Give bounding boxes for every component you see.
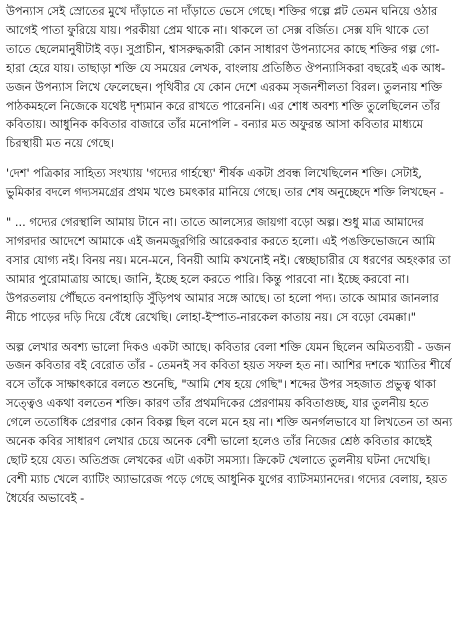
- paragraph-gap: [6, 327, 454, 338]
- paragraph-novel-comparison: উপন্যাস সেই স্রোতের মুখে দাঁড়াতে না দাঁড়াতে ভেসে গেছে। শক্তির গল্পে প্লট তেমন ঘনিয়ে ওঠার আগেই পাতা ফুরিয়ে যায়। পরকীয়া প্রেম থাকে না। থাকলে তা সেক্স বর্জিত। সেক্স যদি থাকে তো তাতে ছেলেমানুষীটাই বড়। সুপ্রাচীন, শ্বাসরুদ্ধকারী কোন সাধারণ উপন্যাসের কাছে শক্তির গল্প গো-হারা হেরে যায়। তাছাড়া শক্তি যে সময়ের লেখক, বাংলায় প্রতিষ্ঠিত ঔপন্যাসিকরা বছরেই এক আধ-ডজন উপন্যাস লিখে ফেলেছেন। পৃথিবীর যে কোন দেশে এরকম সৃজনশীলতা বিরল। তুলনায় শক্তি পাঠকমহলে নিজেকে যথেষ্ট দৃশ্যমান করে রাখতে পারেননি। এর শোধ অবশ্য শক্তি তুলেছিলেন তাঁর কবিতায়। আধুনিক কবিতার বাজারে তাঁর মনোপলি - বন্যার মত অফুরন্ত আসা কবিতার মাধ্যমে চিরস্থায়ী মত নয়ে গেছে।: [6, 4, 446, 151]
- quotation-block: " ... গদ্যের গেরস্থালি আমায় টানে না। তাতে আলস্যের জায়গা বড়ো অল্প। শুধু মাত্র আমাদের সাগরদার আদেশে আমাকে এই জনমজুরগিরি আরেকবার করতে হলো। এই পঙক্তিভোজনে আমি বসার যোগ্য নই। বিনয় নয়। মনে-মনে, বিনয়ী আমি কখনোই নই। স্বেচ্ছাচারীর যে ধরণের অহংকার তা আমার পুরোমাত্রায় আছে। জানি, ইচ্ছে হলে করতে পারি। কিন্তু পারবো না। ইচ্ছে করবো না। উপরতলায় পৌঁছতে বনপাহাড়ি সুঁড়িপথ আমার সঙ্গে আছে। তা হলো পদ্য। তাকে আমার জানলার নীচে পাড়ের দড়ি দিয়ে বেঁধে রেখেছি। লোহা-ইস্পাত-নারকেল কাতায় নয়। সে বড়ো বেমক্কা।": [6, 215, 451, 324]
- paragraph-gap: [6, 202, 454, 213]
- paragraph-gap: [6, 153, 454, 164]
- paragraph-desh-essay: 'দেশ' পত্রিকার সাহিত্য সংখ্যায় 'গদ্যের গার্হস্থ্যে' শীর্ষক একটা প্রবন্ধ লিখেছিলেন শক্তি। সেটাই, ভুমিকার বদলে গদ্যসমগ্রের প্রথম খণ্ডে চমৎকার মানিয়ে গেছে। তার শেষ অনুচ্ছেদে শক্তি লিখছেন -: [6, 166, 444, 200]
- paragraph-sparse-writing: অল্প লেখার অবশ্য ভালো দিকও একটা আছে। কবিতার বেলা শক্তি যেমন ছিলেন অমিতব্যয়ী - ডজন ডজন কবিতার বই বেরোত তাঁর - তেমনই সব কবিতা হয়ত সফল হত না। আশির দশকে খ্যাতির শীর্ষে বসে তাঁকে সাক্ষাৎকারে বলতে শুনেছি, "আমি শেষ হয়ে গেছি"। শব্দের উপর সহজাত প্রভুত্ব থাকা সত্ত্বেও একথা বলতেন শক্তি। কারণ তাঁর প্রথমদিকের প্রেরণাময় কবিতাগুচ্ছ, যার তুলনীয় হতে গেলে ততোধিক প্রেরণার কোন বিকল্প ছিল বলে মনে হয় না। শক্তি অনর্গলভাবে যা লিখতেন তা অন্য অনেক কবির সাধারণ লেখার চেয়ে অনেক বেশী ভালো হলেও তাঁর নিজের শ্রেষ্ঠ কবিতার কাছেই ছোট হয়ে যেত। অতিপ্রজ লেখকের এটা একটা সমস্যা। ক্রিকেট খেলাতে তুলনীয় ঘটনা দেখেছি। বেশী ম্যাচ খেলে ব্যাটিং অ্যাভারেজ পড়ে গেছে আধুনিক যুগের ব্যাটসম্যানদের। গদ্যের বেলায়, হয়ত ধৈর্যের অভাবেই -: [6, 339, 453, 505]
